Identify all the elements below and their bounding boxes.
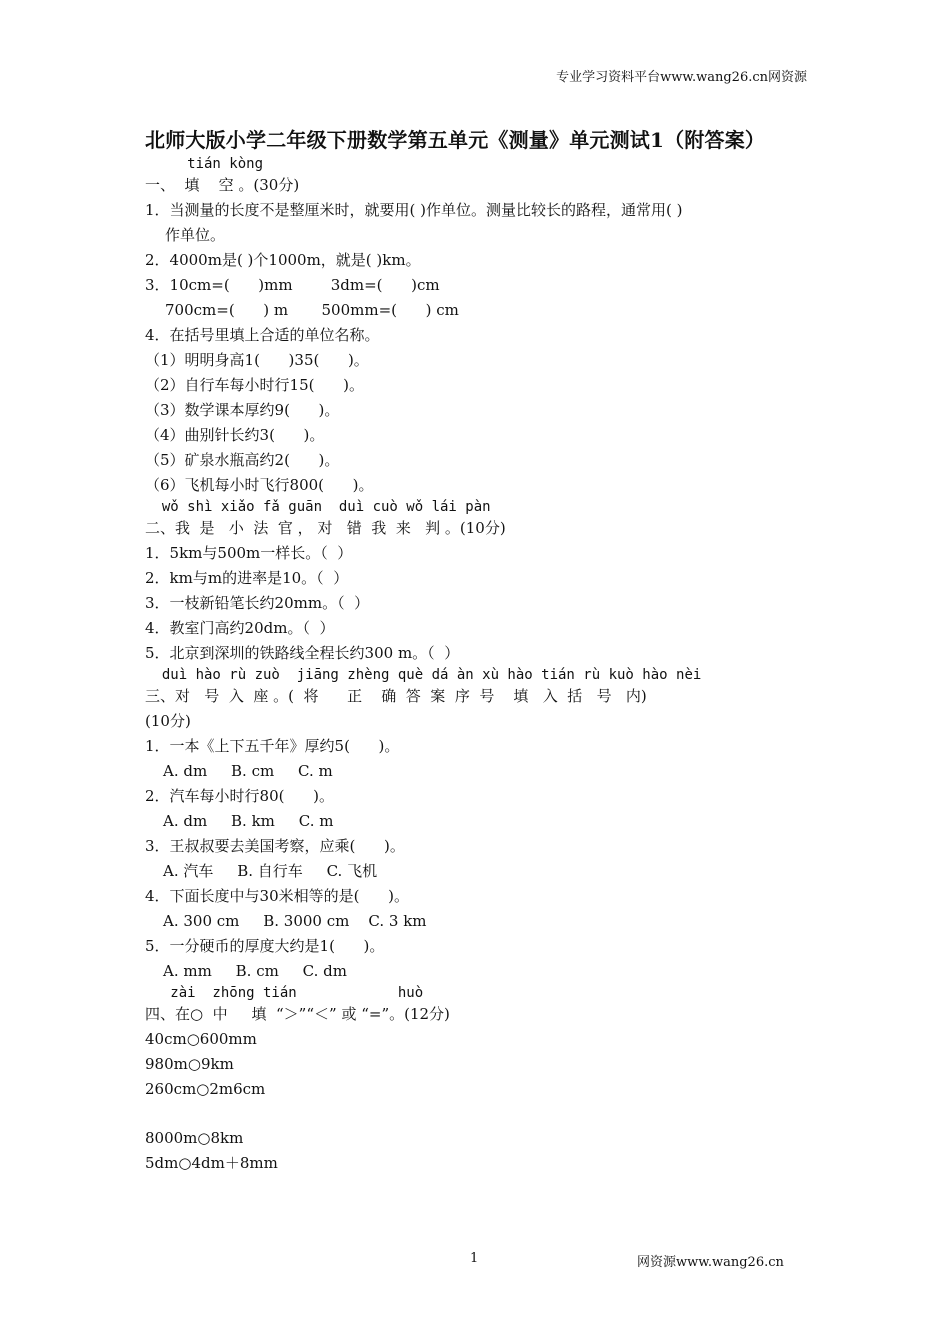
question-text: 4．下面长度中与30米相等的是( )。 (145, 887, 409, 905)
list-item: 1．5km与500m一样长。（ ） (145, 544, 353, 562)
section1-q2: 2．4000m是( )个1000m，就是( )km。 (145, 251, 421, 269)
footer-site-text: 网资源www.wang26.cn (637, 1255, 784, 1270)
compare-item: 8000m○8km (145, 1129, 244, 1147)
section1-q4: 4．在括号里填上合适的单位名称。 (145, 326, 380, 344)
list-item: 2．km与m的进率是10。（ ） (145, 569, 349, 587)
compare-item: 40cm○600mm (145, 1030, 257, 1048)
question-text: 2．汽车每小时行80( )。 (145, 787, 334, 805)
section1-pinyin: tián kòng (145, 156, 264, 172)
question-options: A. dm B. km C. m (163, 812, 334, 830)
question-text: 5．一分硬币的厚度大约是1( )。 (145, 937, 385, 955)
section1-q3-cont: 700cm=( ) m 500mm=( ) cm (165, 301, 459, 319)
section2-heading: 二、我 是 小 法 官 ， 对 错 我 来 判 。(10分) (145, 519, 506, 537)
section1-q3: 3．10cm=( )mm 3dm=( )cm (145, 276, 440, 294)
section2-pinyin: wǒ shì xiǎo fǎ guān duì cuò wǒ lái pàn (145, 499, 491, 515)
question-options: A. 汽车 B. 自行车 C. 飞机 (163, 862, 378, 880)
question-options: A. dm B. cm C. m (163, 762, 333, 780)
list-item: 4．教室门高约20dm。（ ） (145, 619, 335, 637)
spacer (145, 1102, 810, 1126)
document-title: 北师大版小学二年级下册数学第五单元《测量》单元测试1（附答案） (145, 128, 766, 152)
section4-heading: 四、在○ 中 填 “＞”“＜” 或 “=”。(12分) (145, 1005, 450, 1023)
section3-heading: 三、对 号 入 座 。( 将 正 确 答 案 序 号 填 入 括 号 内) (145, 687, 647, 705)
section4-pinyin: zài zhōng tián huò (145, 985, 424, 1001)
list-item: （5）矿泉水瓶高约2( )。 (145, 451, 340, 469)
list-item: （2）自行车每小时行15( )。 (145, 376, 364, 394)
page-number: 1 (470, 1251, 479, 1266)
list-item: （3）数学课本厚约9( )。 (145, 401, 340, 419)
list-item: 5．北京到深圳的铁路线全程长约300 m。（ ） (145, 644, 460, 662)
compare-item: 260cm○2m6cm (145, 1080, 266, 1098)
list-item: （4）曲别针长约3( )。 (145, 426, 325, 444)
section3-score: (10分) (145, 712, 191, 730)
question-text: 1．一本《上下五千年》厚约5( )。 (145, 737, 400, 755)
compare-item: 5dm○4dm＋8mm (145, 1154, 278, 1172)
list-item: 3．一枝新铅笔长约20mm。（ ） (145, 594, 370, 612)
section1-q1-cont: 作单位。 (165, 226, 226, 244)
question-text: 3．王叔叔要去美国考察，应乘( )。 (145, 837, 405, 855)
question-options: A. 300 cm B. 3000 cm C. 3 km (163, 912, 427, 930)
section3-pinyin: duì hào rù zuò jiāng zhèng què dá àn xù hào tián rù kuò hào nèi (145, 667, 702, 683)
header-site-text: 专业学习资料平台www.wang26.cn网资源 (556, 70, 807, 85)
document-body (145, 155, 810, 1176)
list-item: （1）明明身高1( )35( )。 (145, 351, 369, 369)
compare-item: 980m○9km (145, 1055, 234, 1073)
list-item: （6）飞机每小时飞行800( )。 (145, 476, 374, 494)
question-options: A. mm B. cm C. dm (163, 962, 347, 980)
section1-heading: 一、 填 空 。(30分) (145, 176, 300, 194)
section1-q1: 1．当测量的长度不是整厘米时，就要用( )作单位。测量比较长的路程，通常用( ) (145, 201, 683, 219)
